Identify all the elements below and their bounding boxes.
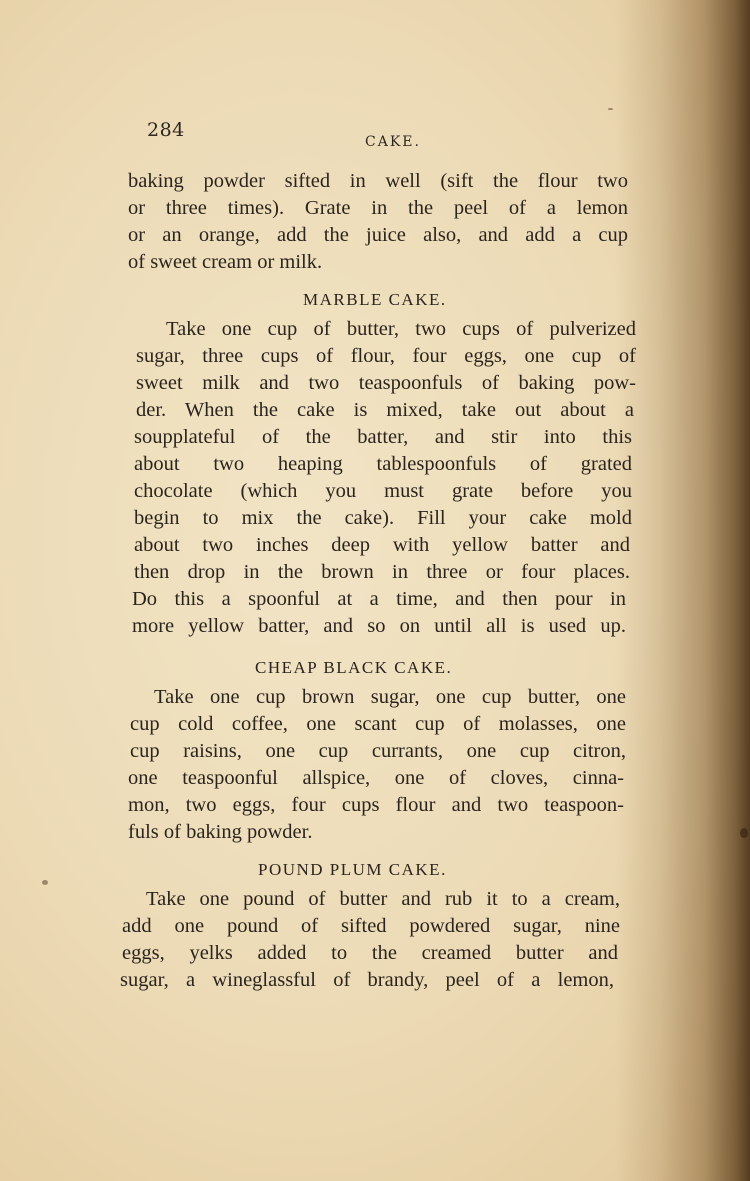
text-line: eggs, yelks added to the creamed butter and [122, 942, 618, 964]
text-line: fuls of baking powder. [128, 821, 313, 843]
text-line: or an orange, add the juice also, and add a cup [128, 224, 628, 246]
text-line: cup raisins, one cup currants, one cup citron, [130, 740, 626, 762]
recipe-heading-marble-cake: MARBLE CAKE. [303, 290, 447, 309]
text-line: sweet milk and two teaspoonfuls of baking pow- [136, 372, 636, 394]
paper-stain [608, 108, 613, 110]
text-line: sugar, three cups of flour, four eggs, one cup of [136, 345, 636, 367]
recipe-heading-cheap-black-cake: CHEAP BLACK CAKE. [255, 658, 453, 677]
text-line: add one pound of sifted powdered sugar, nine [122, 915, 620, 937]
text-line: soupplateful of the batter, and stir into this [134, 426, 632, 448]
text-line: begin to mix the cake). Fill your cake mold [134, 507, 632, 529]
text-line: cup cold coffee, one scant cup of molasses, one [130, 713, 626, 735]
text-line: mon, two eggs, four cups flour and two teaspoon- [128, 794, 624, 816]
text-line: of sweet cream or milk. [128, 251, 323, 273]
text-line: Take one cup brown sugar, one cup butter, one [154, 686, 626, 708]
text-line: Take one cup of butter, two cups of pulverized [166, 318, 636, 340]
text-line: about two inches deep with yellow batter and [134, 534, 630, 556]
text-line: chocolate (which you must grate before you [134, 480, 632, 502]
text-line: der. When the cake is mixed, take out about a [136, 399, 634, 421]
text-line: about two heaping tablespoonfuls of grated [134, 453, 632, 475]
text-line: then drop in the brown in three or four places. [134, 561, 630, 583]
text-line: Take one pound of butter and rub it to a cream, [146, 888, 620, 910]
running-head: CAKE. [365, 134, 421, 150]
paper-stain [740, 828, 748, 838]
recipe-heading-pound-plum-cake: POUND PLUM CAKE. [258, 860, 447, 879]
text-line: Do this a spoonful at a time, and then pour in [132, 588, 626, 610]
paper-stain [42, 880, 48, 885]
page-number: 284 [147, 119, 185, 141]
text-line: baking powder sifted in well (sift the flour two [128, 170, 628, 192]
text-line: or three times). Grate in the peel of a lemon [128, 197, 628, 219]
text-line: one teaspoonful allspice, one of cloves, cinna- [128, 767, 624, 789]
text-line: more yellow batter, and so on until all is used up. [132, 615, 626, 637]
text-line: sugar, a wineglassful of brandy, peel of a lemon, [120, 969, 614, 991]
